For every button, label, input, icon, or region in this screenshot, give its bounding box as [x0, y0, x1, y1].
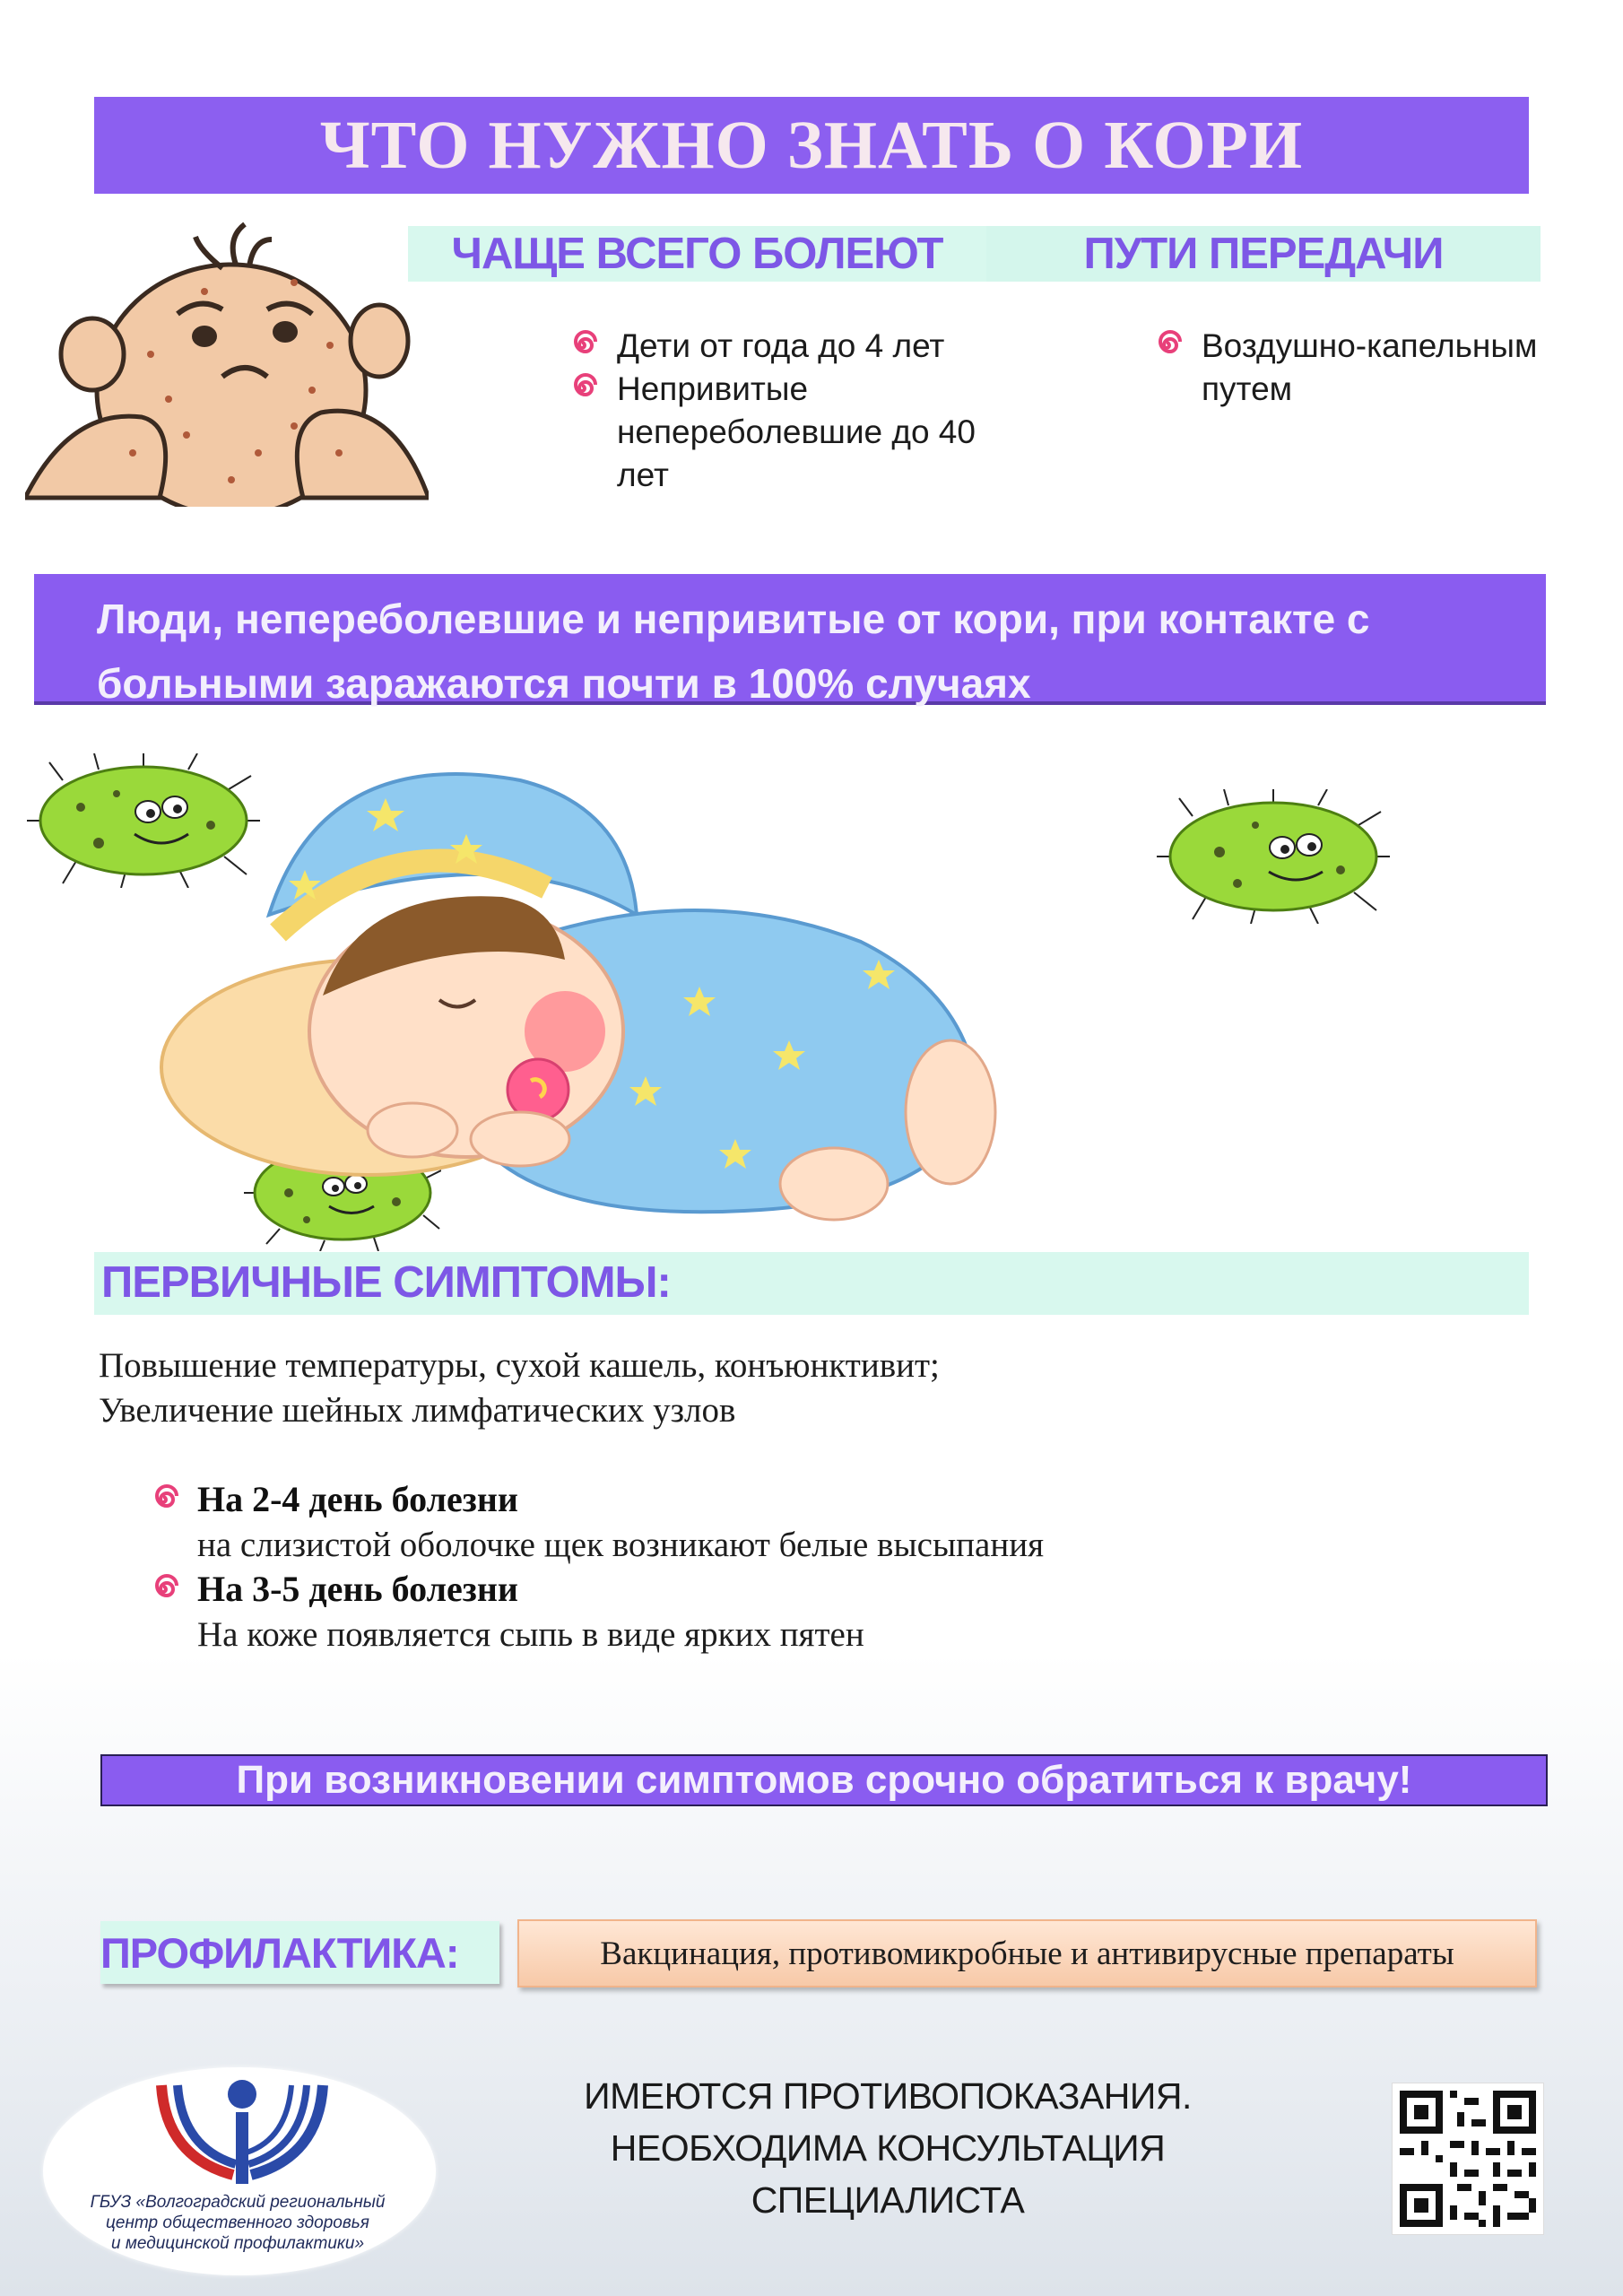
- infection-rate-banner: [34, 574, 1546, 707]
- sleeping-baby-icon: [143, 735, 1094, 1238]
- swirl-bullet-icon: [148, 1484, 178, 1515]
- risk-groups-list: [567, 325, 1033, 497]
- swirl-bullet-icon: [148, 1574, 178, 1605]
- title-banner: [94, 97, 1529, 194]
- list-item: Непривитые непереболевшие до 40 лет: [567, 368, 1033, 497]
- page-title: ЧТО НУЖНО ЗНАТЬ О КОРИ: [319, 107, 1304, 183]
- transmission-list: [1151, 325, 1546, 411]
- risk-groups-header: ЧАЩЕ ВСЕГО БОЛЕЮТ: [408, 226, 986, 282]
- prevention-text: Вакцинация, противомикробные и антивирусные препараты: [600, 1935, 1454, 1972]
- stage-description: На коже появляется сыпь в виде ярких пятен: [197, 1615, 864, 1654]
- symptoms-text: Повышение температуры, сухой кашель, конъюнктивит;: [99, 1346, 940, 1385]
- list-item: Дети от года до 4 лет: [567, 325, 1033, 368]
- symptoms-header: [94, 1252, 1529, 1315]
- prevention-label: ПРОФИЛАКТИКА:: [100, 1929, 459, 1977]
- swirl-bullet-icon: [567, 330, 597, 361]
- stage-description: на слизистой оболочке щек возникают белые высыпания: [197, 1526, 1045, 1564]
- symptoms-title: ПЕРВИЧНЫЕ СИМПТОМЫ:: [101, 1258, 671, 1307]
- qr-code-icon: [1392, 2083, 1544, 2235]
- contraindications-line: НЕОБХОДИМА КОНСУЛЬТАЦИЯ СПЕЦИАЛИСТА: [610, 2127, 1166, 2221]
- list-item: Воздушно-капельным путем: [1151, 325, 1546, 411]
- germ-icon: [1157, 789, 1390, 924]
- contraindications-notice: [484, 2070, 1291, 2226]
- urgent-text: При возникновении симптомов срочно обратиться к врачу!: [236, 1758, 1412, 1802]
- prevention-label-box: [100, 1921, 499, 1984]
- organization-name: ГБУЗ «Волгоградский региональный центр общественного здоровья и медицинской профилактики»: [90, 2193, 386, 2253]
- stage-title: На 2-4 день болезни: [197, 1479, 518, 1519]
- swirl-bullet-icon: [567, 373, 597, 404]
- logo-icon: [152, 2072, 332, 2188]
- urgent-banner: [100, 1754, 1548, 1806]
- symptoms-text: Увеличение шейных лимфатических узлов: [99, 1391, 736, 1430]
- infection-rate-text: Люди, непереболевшие и непривитые от кори, при контакте с больными заражаются почти в 100% случаях: [97, 596, 1370, 707]
- sad-child-icon: [25, 220, 429, 507]
- stage-title: На 3-5 день болезни: [197, 1569, 518, 1609]
- prevention-box: [517, 1919, 1537, 1987]
- transmission-header: ПУТИ ПЕРЕДАЧИ: [986, 226, 1541, 282]
- swirl-bullet-icon: [1151, 330, 1182, 361]
- contraindications-line: ИМЕЮТСЯ ПРОТИВОПОКАЗАНИЯ.: [584, 2075, 1192, 2117]
